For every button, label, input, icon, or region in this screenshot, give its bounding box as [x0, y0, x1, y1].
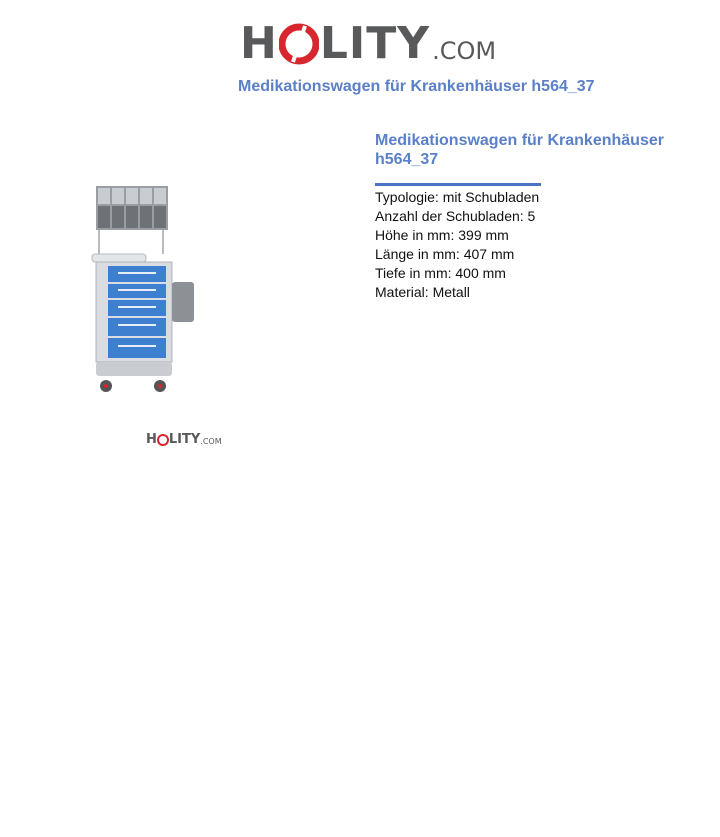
logo-letter-h: H	[240, 18, 278, 69]
spec-anzahl-schubladen: Anzahl der Schubladen: 5	[375, 208, 536, 224]
spec-laenge: Länge in mm: 407 mm	[375, 246, 515, 262]
watermark-text: LITY	[168, 432, 201, 447]
image-watermark-logo	[146, 433, 222, 447]
logo-suffix: .COM	[432, 37, 497, 65]
logo-o-mark-icon	[279, 22, 319, 66]
spec-typologie: Typologie: mit Schubladen	[375, 189, 540, 205]
page-title: Medikationswagen für Krankenhäuser h564_37	[238, 78, 595, 95]
spec-hoehe: Höhe in mm: 399 mm	[375, 227, 509, 243]
logo-text: LITY	[319, 18, 431, 69]
watermark-letter-h: H	[146, 432, 157, 447]
product-title-line1: Medikationswagen für Krankenhäuser	[375, 132, 664, 149]
product-details	[375, 131, 695, 302]
watermark-suffix: .COM	[200, 437, 222, 446]
spec-tiefe: Tiefe in mm: 400 mm	[375, 265, 506, 281]
spec-material: Material: Metall	[375, 284, 470, 300]
watermark-o-mark-icon	[157, 433, 169, 447]
product-image	[88, 182, 198, 396]
holity-logo[interactable]	[240, 12, 497, 69]
product-title-line2: h564_37	[375, 151, 439, 168]
spec-list	[375, 188, 695, 302]
title-divider	[375, 183, 541, 186]
product-title	[375, 131, 695, 169]
